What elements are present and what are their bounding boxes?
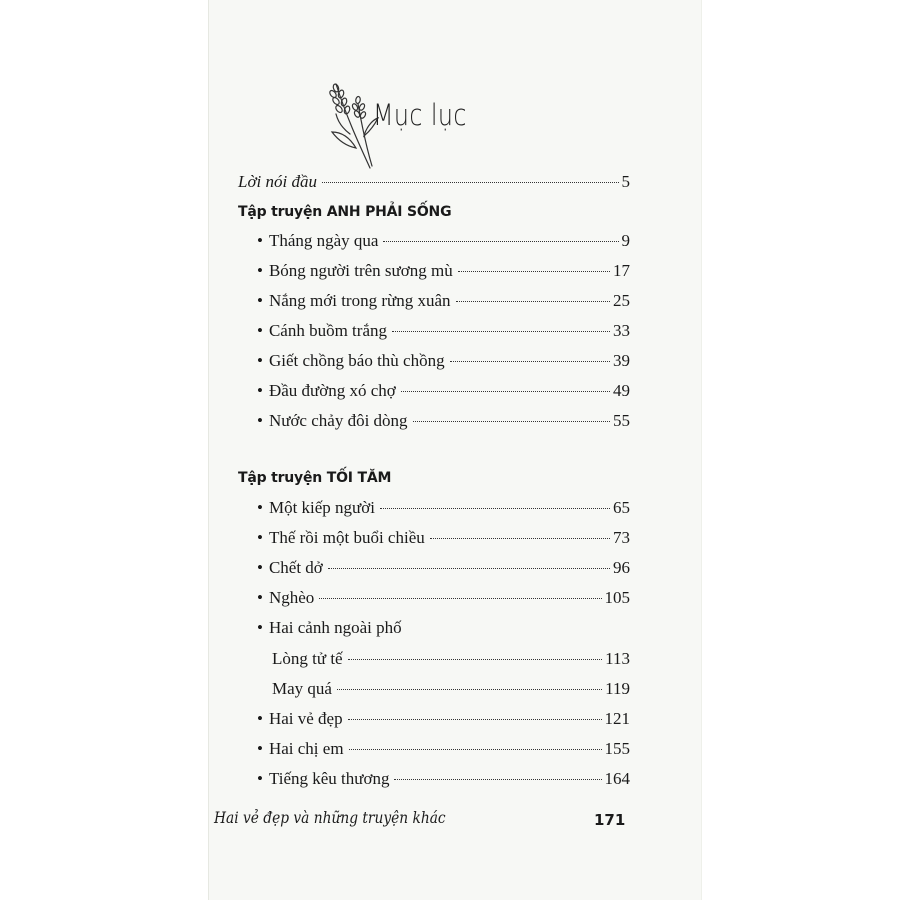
dot-leader [413,421,610,422]
entry-label: May quá [272,679,332,698]
toc-subentry[interactable] [272,647,630,671]
dot-leader [394,779,601,780]
dot-leader [337,689,602,690]
lavender-sprig-icon [320,76,380,171]
bullet-icon: • [257,709,263,728]
entry-label: Đầu đường xó chợ [268,381,396,400]
toc-entry[interactable] [257,319,630,343]
entry-page: 39 [613,351,630,370]
bullet-icon: • [257,588,263,607]
toc-entry[interactable] [257,737,630,761]
entry-label: Tháng ngày qua [268,231,379,250]
entry-label: Cánh buồm trắng [268,321,387,340]
bullet-icon: • [257,381,263,400]
dot-leader [319,598,601,599]
section-prefix: Tập truyện [238,470,323,486]
entry-page: 119 [605,679,630,698]
dot-leader [450,361,610,362]
bullet-icon: • [257,739,263,758]
entry-page: 17 [613,261,630,280]
footer-page-number: 171 [594,811,626,829]
entry-page: 155 [604,739,630,758]
entry-page: 164 [604,769,630,788]
entry-label: Nghèo [268,588,315,607]
bullet-icon: • [257,351,263,370]
dot-leader [328,568,610,569]
entry-page: 25 [613,291,630,310]
toc-group-heading[interactable] [257,616,402,640]
toc-heading [320,76,500,171]
toc-entry[interactable] [257,379,630,403]
dot-leader [430,538,610,539]
entry-page: 96 [613,558,630,577]
entry-page: 5 [621,172,630,191]
bullet-icon: • [257,291,263,310]
toc-entry[interactable] [257,707,630,731]
entry-label: Hai cảnh ngoài phố [268,618,402,637]
entry-label: Nắng mới trong rừng xuân [268,291,451,310]
entry-label: Thế rồi một buổi chiều [268,528,425,547]
dot-leader [349,749,602,750]
toc-entry[interactable] [257,349,630,373]
bullet-icon: • [257,321,263,340]
entry-label: Bóng người trên sương mù [268,261,453,280]
entry-page: 121 [604,709,630,728]
toc-entry[interactable] [257,259,630,283]
dot-leader [380,508,610,509]
toc-entry[interactable] [257,409,630,433]
dot-leader [458,271,610,272]
entry-label: Nước chảy đôi dòng [268,411,408,430]
dot-leader [348,659,603,660]
bullet-icon: • [257,411,263,430]
entry-page: 55 [613,411,630,430]
section-heading [238,204,451,220]
toc-entry[interactable] [257,289,630,313]
bullet-icon: • [257,558,263,577]
bullet-icon: • [257,769,263,788]
entry-label: Giết chồng báo thù chồng [268,351,445,370]
bullet-icon: • [257,231,263,250]
toc-entry[interactable] [257,229,630,253]
section-title: ANH PHẢI SỐNG [326,204,452,220]
toc-entry[interactable] [257,586,630,610]
toc-subentry[interactable] [272,677,630,701]
bullet-icon: • [257,528,263,547]
entry-page: 113 [605,649,630,668]
dot-leader [392,331,610,332]
entry-label: Lòng tử tế [272,649,343,668]
toc-entry[interactable] [257,767,630,791]
toc-entry[interactable] [257,526,630,550]
section-title: TỐI TĂM [326,470,392,486]
toc-entry-preface[interactable] [238,170,630,194]
dot-leader [401,391,610,392]
toc-entry[interactable] [257,556,630,580]
toc-title: Mục lục [373,98,467,132]
entry-label: Lời nói đầu [238,172,317,191]
dot-leader [322,182,619,183]
dot-leader [456,301,610,302]
entry-label: Hai vẻ đẹp [268,709,343,728]
dot-leader [383,241,618,242]
entry-page: 105 [604,588,630,607]
entry-page: 49 [613,381,630,400]
running-footer-title: Hai vẻ đẹp và những truyện khác [214,808,446,827]
entry-label: Tiếng kêu thương [268,769,390,788]
dot-leader [348,719,602,720]
bullet-icon: • [257,261,263,280]
entry-page: 73 [613,528,630,547]
entry-page: 65 [613,498,630,517]
entry-page: 33 [613,321,630,340]
toc-entry[interactable] [257,496,630,520]
section-prefix: Tập truyện [238,204,323,220]
entry-page: 9 [621,231,630,250]
bullet-icon: • [257,618,263,637]
section-heading [238,470,391,486]
entry-label: Hai chị em [268,739,344,758]
entry-label: Chết dở [268,558,323,577]
entry-label: Một kiếp người [268,498,375,517]
bullet-icon: • [257,498,263,517]
